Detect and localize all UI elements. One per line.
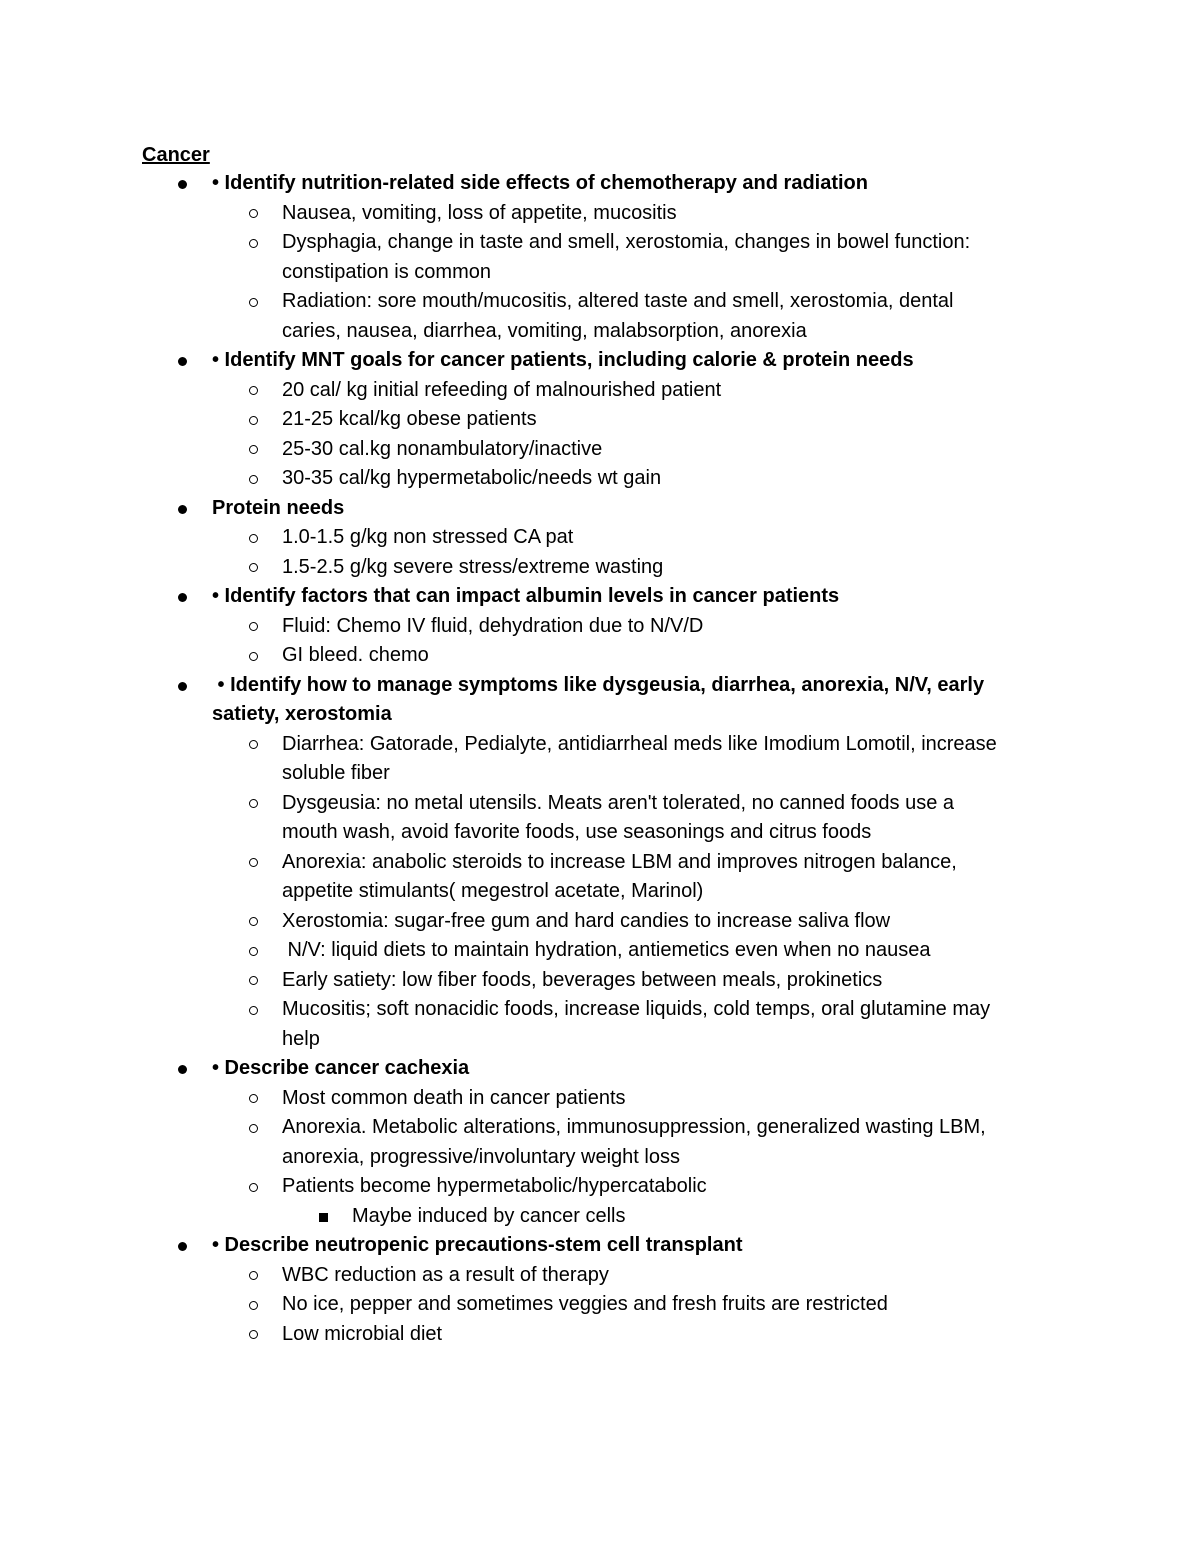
line-text: WBC reduction as a result of therapy (282, 1263, 609, 1286)
line-text: Diarrhea: Gatorade, Pedialyte, antidiarrheal meds like Imodium Lomotil, increase (282, 732, 997, 755)
list-item (0, 995, 1200, 1054)
bullet-circle-icon (249, 976, 258, 985)
line-text: Early satiety: low fiber foods, beverages between meals, prokinetics (282, 968, 883, 991)
list-item (0, 435, 1200, 465)
bullet-circle-icon (249, 1124, 258, 1133)
line-text: constipation is common (282, 260, 491, 283)
line-text: appetite stimulants( megestrol acetate, Marinol) (282, 880, 704, 902)
list-item (0, 730, 1200, 789)
bullet-circle-icon (249, 1271, 258, 1280)
bullet-circle-icon (249, 386, 258, 395)
line-text: Most common death in cancer patients (282, 1086, 626, 1109)
line-text: Maybe induced by cancer cells (352, 1204, 626, 1227)
line-text: 1.5-2.5 g/kg severe stress/extreme wasting (282, 555, 664, 578)
bullet-circle-icon (249, 799, 258, 808)
bullet-circle-icon (249, 652, 258, 661)
bullet-circle-icon (249, 1183, 258, 1192)
line-text: Nausea, vomiting, loss of appetite, mucositis (282, 201, 677, 224)
line-text: Low microbial diet (282, 1322, 443, 1345)
bullet-circle-icon (249, 239, 258, 248)
bullet-circle-icon (249, 858, 258, 867)
line-text: Anorexia. Metabolic alterations, immunosuppression, generalized wasting LBM, (282, 1116, 986, 1138)
bullet-circle-icon (249, 563, 258, 572)
list-item (0, 553, 1200, 583)
section-heading (0, 494, 1200, 524)
bullet-circle-icon (249, 947, 258, 956)
line-text: 25-30 cal.kg nonambulatory/inactive (282, 437, 603, 460)
list-item (0, 464, 1200, 494)
list-item (0, 1290, 1200, 1320)
page-title: Cancer (142, 144, 210, 166)
list-item (0, 907, 1200, 937)
list-item (0, 936, 1200, 966)
line-text: Anorexia: anabolic steroids to increase LBM and improves nitrogen balance, (282, 850, 957, 873)
bullet-circle-icon (249, 298, 258, 307)
bullet-circle-icon (249, 1301, 258, 1310)
line-text: 20 cal/ kg initial refeeding of malnourished patient (282, 378, 722, 401)
line-text: Patients become hypermetabolic/hypercatabolic (282, 1175, 707, 1197)
bullet-circle-icon (249, 534, 258, 543)
bullet-disc-icon (178, 505, 187, 514)
line-text: 21-25 kcal/kg obese patients (282, 408, 537, 430)
bullet-circle-icon (249, 1094, 258, 1103)
line-text: • Identify how to manage symptoms like dysgeusia, diarrhea, anorexia, N/V, early (212, 673, 985, 696)
line-text: N/V: liquid diets to maintain hydration, antiemetics even when no nausea (282, 939, 931, 961)
bullet-circle-icon (249, 416, 258, 425)
line-text: mouth wash, avoid favorite foods, use seasonings and citrus foods (282, 821, 872, 843)
outline-list (0, 169, 1200, 1349)
line-text: • Describe cancer cachexia (212, 1057, 470, 1079)
list-item (0, 612, 1200, 642)
line-text: soluble fiber (282, 762, 390, 784)
line-text: caries, nausea, diarrhea, vomiting, malabsorption, anorexia (282, 319, 807, 342)
list-item (0, 199, 1200, 229)
bullet-circle-icon (249, 740, 258, 749)
list-item (0, 228, 1200, 287)
sub-list-item (0, 1202, 1200, 1232)
list-item (0, 405, 1200, 435)
bullet-circle-icon (249, 209, 258, 218)
bullet-disc-icon (178, 180, 187, 189)
line-text: Radiation: sore mouth/mucositis, altered taste and smell, xerostomia, dental (282, 290, 954, 312)
line-text: Dysgeusia: no metal utensils. Meats aren't tolerated, no canned foods use a (282, 791, 954, 814)
list-item (0, 1320, 1200, 1350)
list-item (0, 376, 1200, 406)
line-text: 1.0-1.5 g/kg non stressed CA pat (282, 526, 574, 548)
list-item (0, 287, 1200, 346)
bullet-disc-icon (178, 1242, 187, 1251)
list-item (0, 641, 1200, 671)
section-heading (0, 1054, 1200, 1084)
line-text: help (282, 1027, 320, 1050)
list-item (0, 966, 1200, 996)
section-heading (0, 582, 1200, 612)
bullet-circle-icon (249, 622, 258, 631)
line-text: Dysphagia, change in taste and smell, xerostomia, changes in bowel function: (282, 231, 971, 253)
list-item (0, 1261, 1200, 1291)
line-text: • Identify MNT goals for cancer patients, including calorie & protein needs (212, 349, 914, 371)
section-heading (0, 346, 1200, 376)
line-text: • Identify factors that can impact albumin levels in cancer patients (212, 585, 840, 607)
section-heading (0, 1231, 1200, 1261)
list-item (0, 789, 1200, 848)
bullet-square-icon (319, 1213, 328, 1222)
section-heading (0, 671, 1200, 730)
line-text: Xerostomia: sugar-free gum and hard candies to increase saliva flow (282, 909, 891, 932)
line-text: Protein needs (212, 496, 345, 519)
line-text: • Describe neutropenic precautions-stem cell transplant (212, 1234, 743, 1256)
list-item (0, 523, 1200, 553)
bullet-disc-icon (178, 357, 187, 366)
bullet-circle-icon (249, 445, 258, 454)
line-text: • Identify nutrition-related side effects of chemotherapy and radiation (212, 172, 868, 194)
bullet-circle-icon (249, 1006, 258, 1015)
line-text: GI bleed. chemo (282, 644, 429, 666)
bullet-circle-icon (249, 1330, 258, 1339)
bullet-disc-icon (178, 1065, 187, 1074)
bullet-circle-icon (249, 475, 258, 484)
line-text: No ice, pepper and sometimes veggies and fresh fruits are restricted (282, 1293, 888, 1315)
section-heading (0, 169, 1200, 199)
list-item (0, 1172, 1200, 1202)
line-text: Fluid: Chemo IV fluid, dehydration due to N/V/D (282, 614, 704, 637)
bullet-disc-icon (178, 593, 187, 602)
bullet-circle-icon (249, 917, 258, 926)
line-text: 30-35 cal/kg hypermetabolic/needs wt gain (282, 467, 662, 489)
line-text: anorexia, progressive/involuntary weight loss (282, 1145, 680, 1168)
line-text: satiety, xerostomia (212, 703, 392, 725)
list-item (0, 1084, 1200, 1114)
line-text: Mucositis; soft nonacidic foods, increase liquids, cold temps, oral glutamine may (282, 998, 991, 1020)
list-item (0, 1113, 1200, 1172)
list-item (0, 848, 1200, 907)
bullet-disc-icon (178, 682, 187, 691)
